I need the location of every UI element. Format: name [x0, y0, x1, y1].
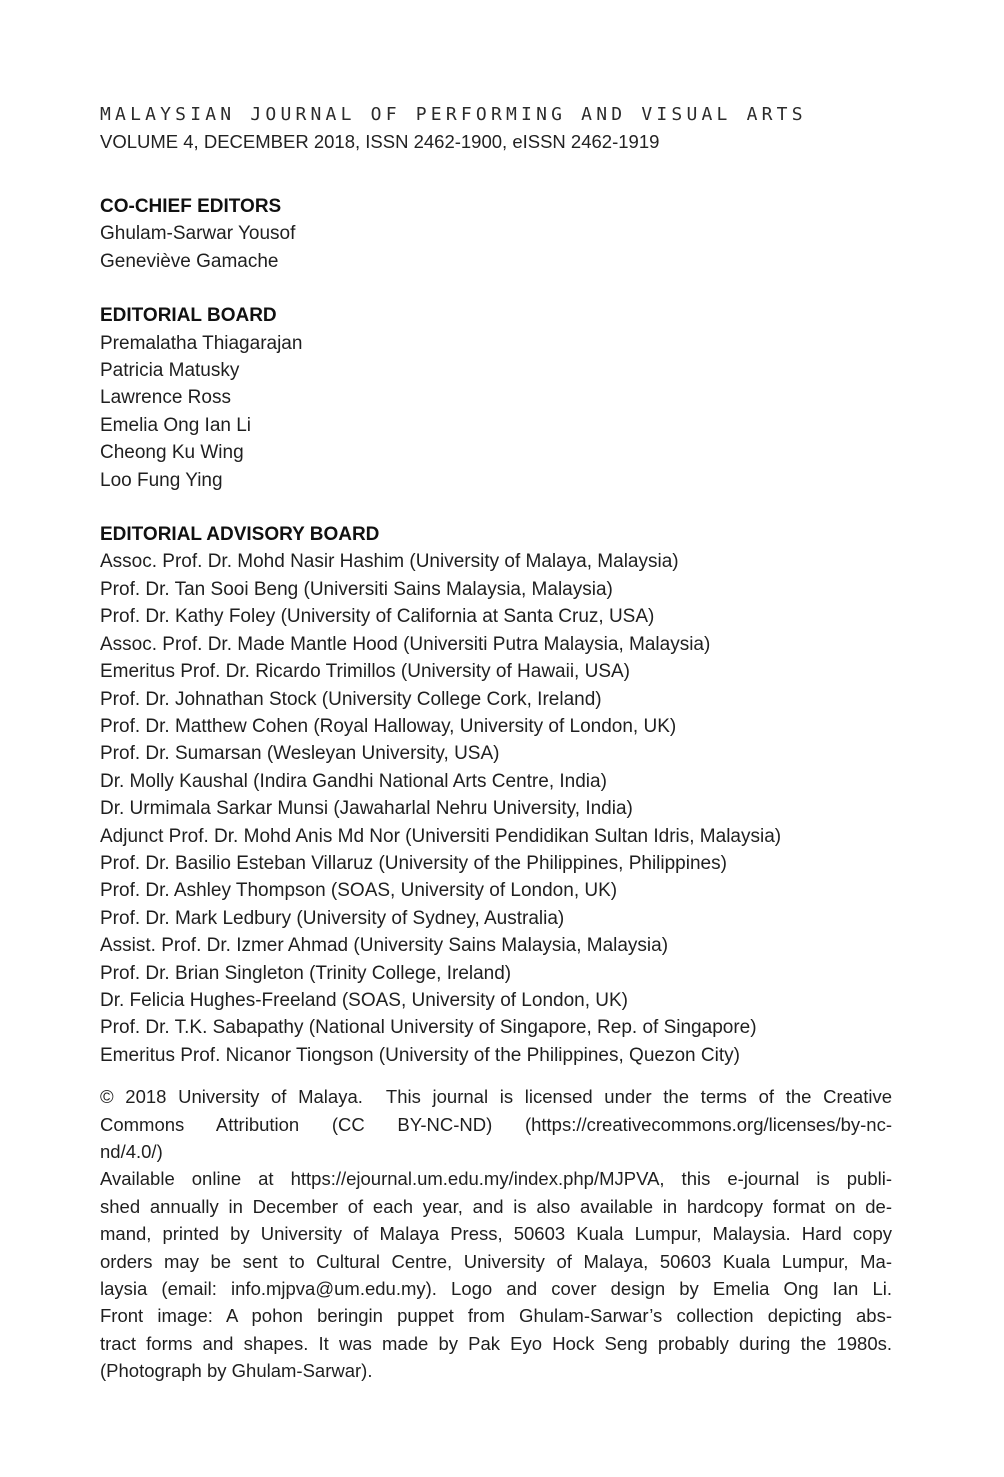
advisory-member-entry: Prof. Dr. Ashley Thompson (SOAS, University of London, UK) [100, 880, 618, 902]
imprint-line: © 2018 University of Malaya. This journal is licensed under the terms of the Creative [100, 1086, 892, 1108]
advisory-member-entry: Assist. Prof. Dr. Izmer Ahmad (University Sains Malaysia, Malaysia) [100, 935, 669, 957]
advisory-member-entry: Emeritus Prof. Nicanor Tiongson (University of the Philippines, Quezon City) [100, 1044, 740, 1066]
advisory-member-entry: Prof. Dr. Mark Ledbury (University of Sydney, Australia) [100, 907, 565, 929]
advisory-member-entry: Dr. Urmimala Sarkar Munsi (Jawaharlal Nehru University, India) [100, 798, 633, 820]
advisory-member-entry: Dr. Molly Kaushal (Indira Gandhi National Arts Centre, India) [100, 770, 607, 792]
editor-name: Ghulam-Sarwar Yousof [100, 223, 296, 245]
board-member-name: Premalatha Thiagarajan [100, 332, 303, 354]
imprint-line: (Photograph by Ghulam-Sarwar). [100, 1360, 373, 1382]
board-member-name: Lawrence Ross [100, 387, 231, 409]
advisory-board-heading: EDITORIAL ADVISORY BOARD [100, 524, 380, 546]
section-co-chief-editors [100, 193, 892, 275]
imprint-line: tract forms and shapes. It was made by Pak Eyo Hock Seng probably during the 1980s. [100, 1332, 892, 1354]
advisory-member-entry: Prof. Dr. Kathy Foley (University of California at Santa Cruz, USA) [100, 606, 655, 628]
advisory-member-entry: Adjunct Prof. Dr. Mohd Anis Md Nor (Universiti Pendidikan Sultan Idris, Malaysia) [100, 825, 782, 847]
imprint-line: Available online at https://ejournal.um.edu.my/index.php/MJPVA, this e-journal is publi- [100, 1168, 892, 1190]
availability-paragraph [100, 1165, 892, 1384]
journal-title: MALAYSIAN JOURNAL OF PERFORMING AND VISUAL ARTS [100, 104, 807, 125]
board-member-name: Cheong Ku Wing [100, 442, 244, 464]
board-member-name: Emelia Ong Ian Li [100, 414, 252, 436]
advisory-board-list [100, 548, 892, 1069]
imprint-line: shed annually in December of each year, and is also available in hardcopy format on de- [100, 1195, 892, 1217]
advisory-member-entry: Prof. Dr. Brian Singleton (Trinity College, Ireland) [100, 962, 512, 984]
co-chief-editors-heading: CO-CHIEF EDITORS [100, 196, 282, 217]
imprint-line: Front image: A pohon beringin puppet from Ghulam-Sarwar’s collection depicting abs- [100, 1305, 892, 1327]
board-member-name: Loo Fung Ying [100, 469, 223, 491]
advisory-member-entry: Prof. Dr. Matthew Cohen (Royal Halloway, University of London, UK) [100, 715, 677, 737]
masthead [100, 102, 892, 155]
imprint-block [100, 1083, 892, 1384]
page-content [100, 102, 892, 1385]
section-editorial-advisory-board [100, 521, 892, 1069]
advisory-member-entry: Prof. Dr. Johnathan Stock (University College Cork, Ireland) [100, 688, 602, 710]
imprint-line: mand, printed by University of Malaya Press, 50603 Kuala Lumpur, Malaysia. Hard copy [100, 1223, 892, 1245]
board-member-name: Patricia Matusky [100, 360, 240, 382]
advisory-member-entry: Prof. Dr. Sumarsan (Wesleyan University, USA) [100, 743, 500, 765]
imprint-line: orders may be sent to Cultural Centre, University of Malaya, 50603 Kuala Lumpur, Ma- [100, 1250, 892, 1272]
advisory-member-entry: Dr. Felicia Hughes-Freeland (SOAS, University of London, UK) [100, 989, 628, 1011]
section-editorial-board [100, 302, 892, 494]
editorial-board-list [100, 330, 892, 494]
imprint-line: laysia (email: info.mjpva@um.edu.my). Logo and cover design by Emelia Ong Ian Li. [100, 1278, 892, 1300]
advisory-member-entry: Assoc. Prof. Dr. Made Mantle Hood (Universiti Putra Malaysia, Malaysia) [100, 633, 711, 655]
advisory-member-entry: Prof. Dr. Tan Sooi Beng (Universiti Sains Malaysia, Malaysia) [100, 578, 613, 600]
imprint-line: nd/4.0/) [100, 1141, 163, 1162]
journal-volume-issn-line: VOLUME 4, DECEMBER 2018, ISSN 2462-1900, eISSN 2462-1919 [100, 131, 660, 152]
advisory-member-entry: Emeritus Prof. Dr. Ricardo Trimillos (University of Hawaii, USA) [100, 661, 630, 683]
advisory-member-entry: Prof. Dr. T.K. Sabapathy (National University of Singapore, Rep. of Singapore) [100, 1017, 757, 1039]
advisory-member-entry: Prof. Dr. Basilio Esteban Villaruz (University of the Philippines, Philippines) [100, 852, 727, 874]
license-paragraph [100, 1083, 892, 1165]
co-chief-editors-list [100, 220, 892, 275]
advisory-member-entry: Assoc. Prof. Dr. Mohd Nasir Hashim (University of Malaya, Malaysia) [100, 551, 679, 573]
editor-name: Geneviève Gamache [100, 250, 279, 272]
editorial-board-heading: EDITORIAL BOARD [100, 305, 277, 327]
imprint-line: Commons Attribution (CC BY-NC-ND) (https://creativecommons.org/licenses/by-nc- [100, 1113, 892, 1135]
